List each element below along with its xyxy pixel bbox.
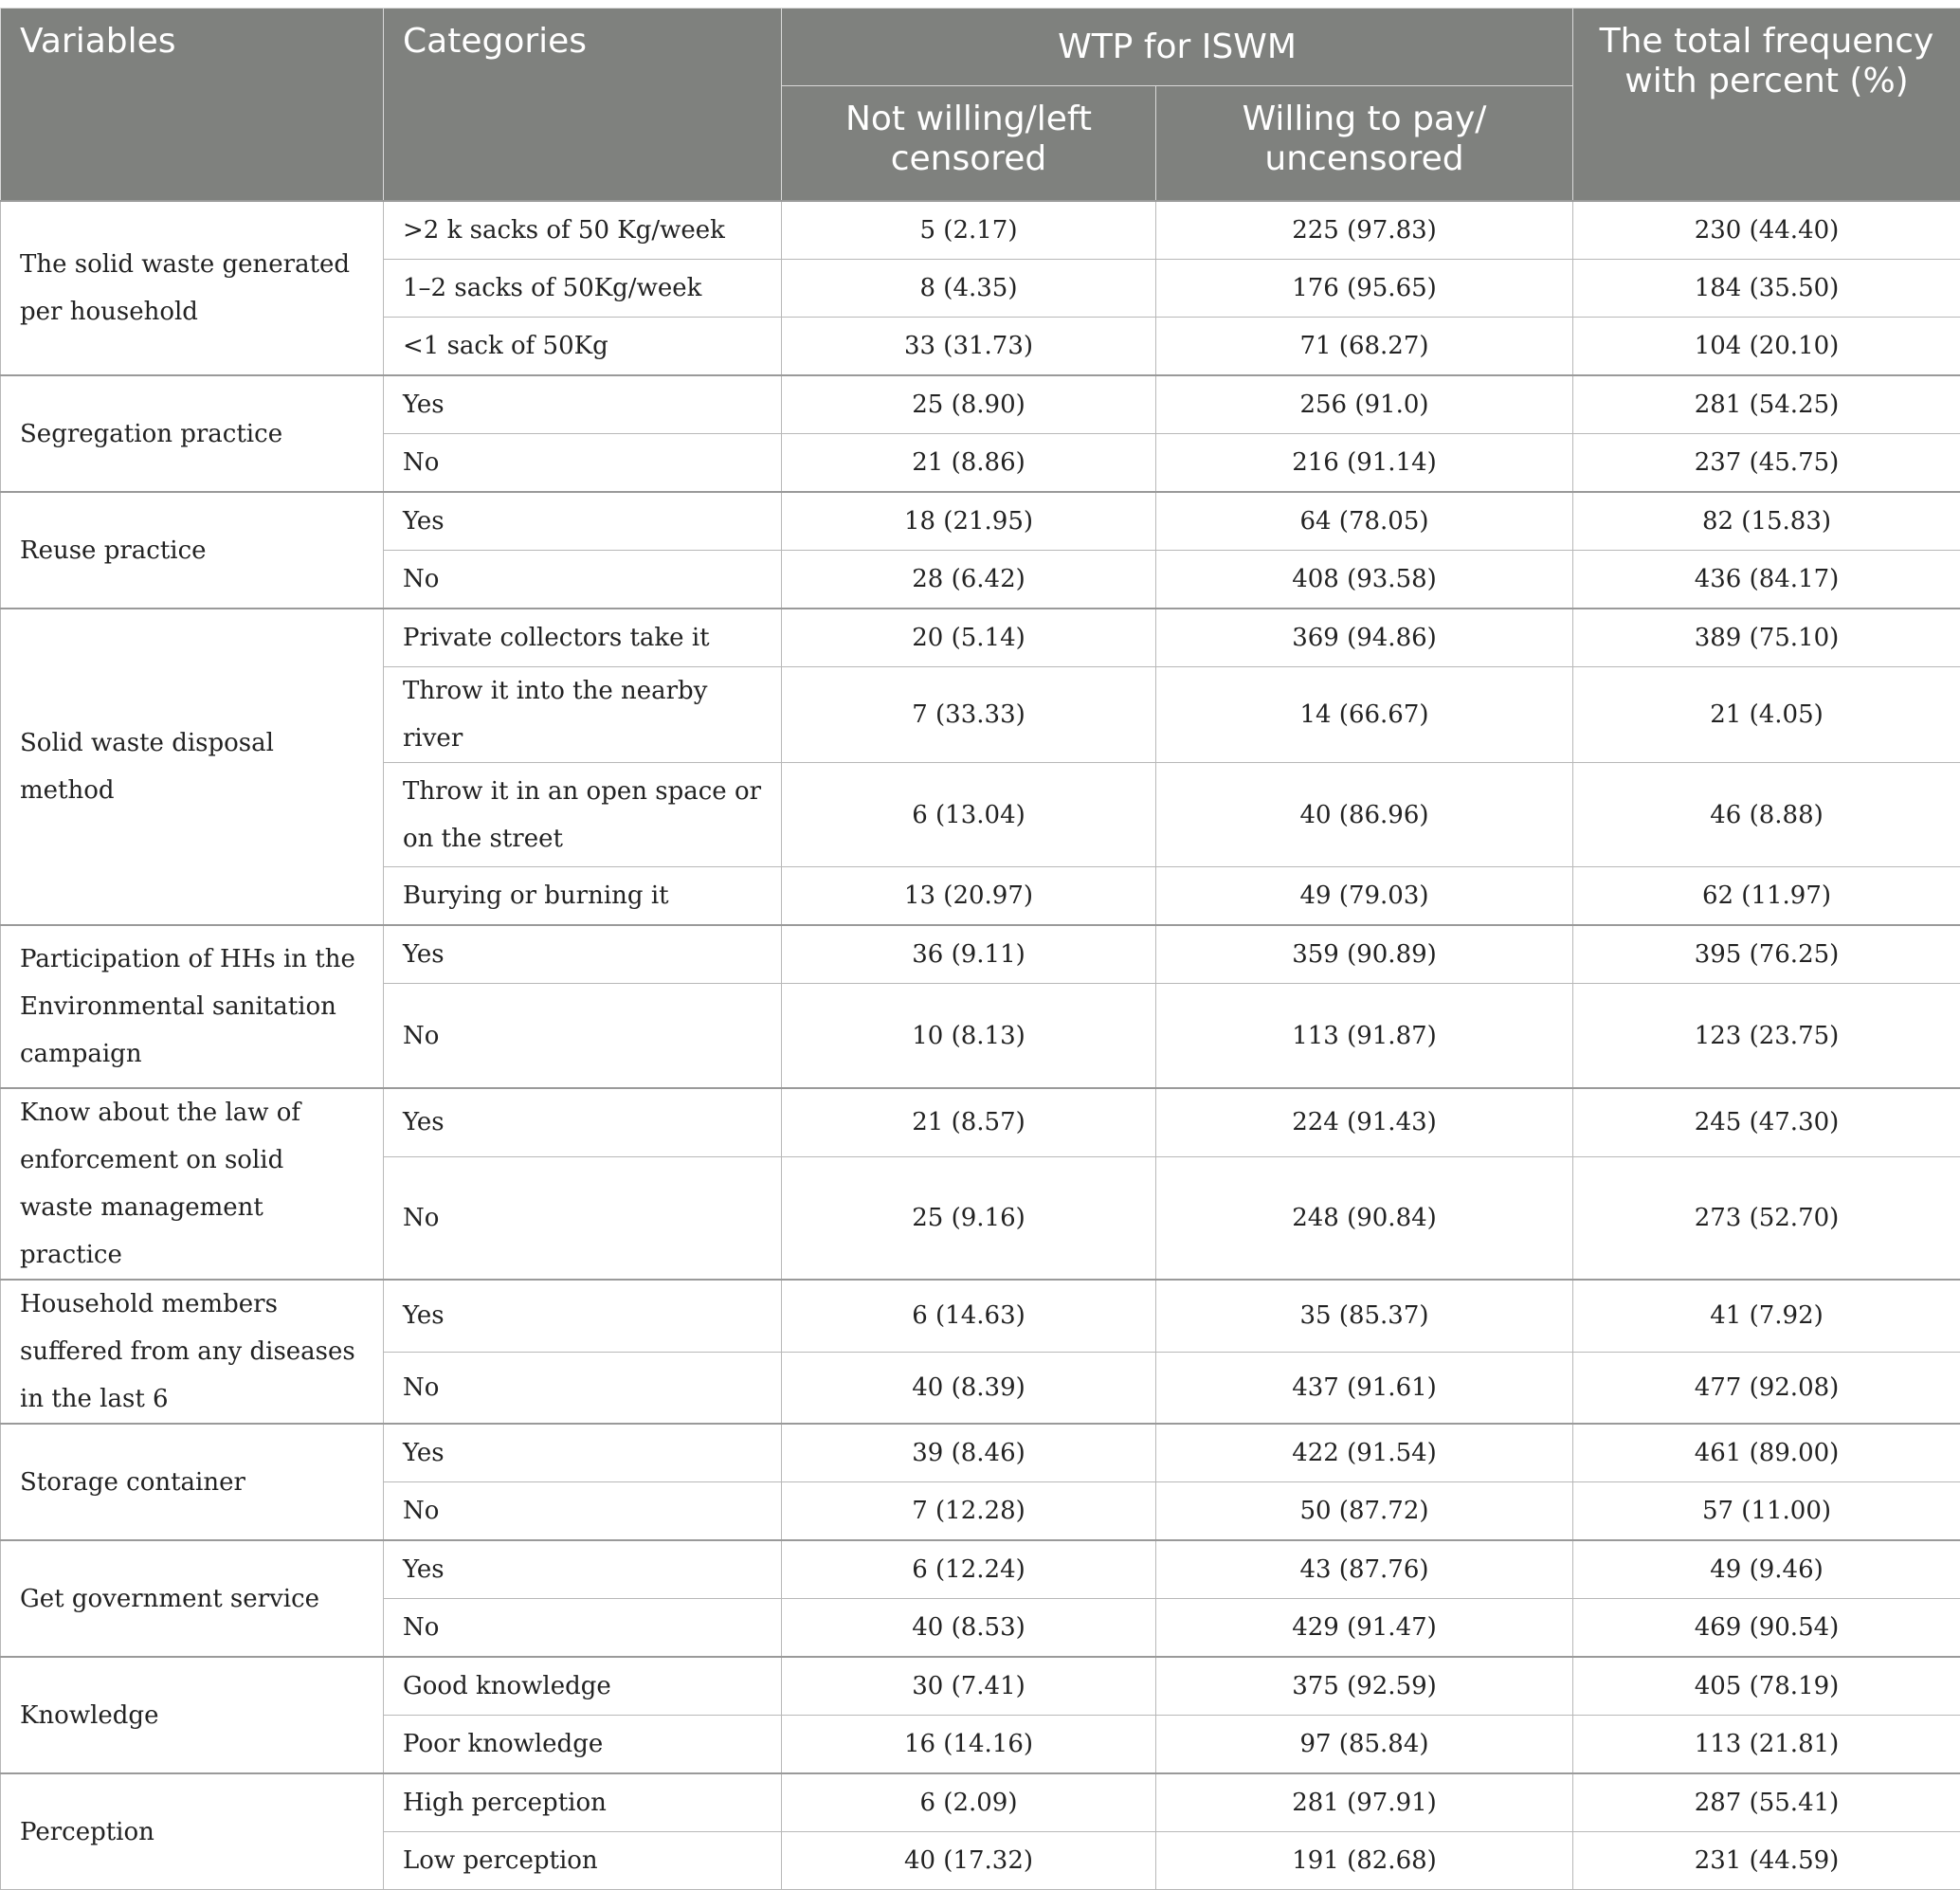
- total-cell: 230 (44.40): [1573, 201, 1960, 260]
- willing-cell: 64 (78.05): [1156, 492, 1573, 551]
- willing-cell: 14 (66.67): [1156, 667, 1573, 763]
- total-cell: 273 (52.70): [1573, 1156, 1960, 1280]
- total-cell: 477 (92.08): [1573, 1352, 1960, 1424]
- table-row: [1, 492, 1960, 551]
- total-cell: 21 (4.05): [1573, 667, 1960, 763]
- category-cell: 1–2 sacks of 50Kg/week: [384, 260, 782, 318]
- total-cell: 436 (84.17): [1573, 551, 1960, 609]
- header-not-willing: Not willing/left censored: [782, 86, 1156, 202]
- variable-cell: The solid waste generated per household: [1, 201, 384, 375]
- total-cell: 287 (55.41): [1573, 1773, 1960, 1832]
- category-cell: Yes: [384, 1424, 782, 1482]
- table-body: [1, 201, 1960, 1890]
- category-cell: No: [384, 551, 782, 609]
- category-cell: Private collectors take it: [384, 609, 782, 667]
- not-willing-cell: 39 (8.46): [782, 1424, 1156, 1482]
- not-willing-cell: 7 (33.33): [782, 667, 1156, 763]
- category-cell: High perception: [384, 1773, 782, 1832]
- total-cell: 41 (7.92): [1573, 1280, 1960, 1352]
- variable-cell: Reuse practice: [1, 492, 384, 609]
- willing-cell: 50 (87.72): [1156, 1482, 1573, 1541]
- not-willing-cell: 33 (31.73): [782, 318, 1156, 376]
- table-row: [1, 1773, 1960, 1832]
- table-header: [1, 9, 1960, 202]
- variable-cell: Perception: [1, 1773, 384, 1890]
- not-willing-cell: 6 (13.04): [782, 763, 1156, 867]
- variable-cell: Segregation practice: [1, 375, 384, 492]
- table-row: [1, 925, 1960, 984]
- total-cell: 49 (9.46): [1573, 1540, 1960, 1599]
- category-cell: No: [384, 1352, 782, 1424]
- willing-cell: 437 (91.61): [1156, 1352, 1573, 1424]
- category-cell: Throw it in an open space or on the street: [384, 763, 782, 867]
- table-row: [1, 1088, 1960, 1156]
- willing-cell: 191 (82.68): [1156, 1832, 1573, 1890]
- not-willing-cell: 40 (8.53): [782, 1599, 1156, 1658]
- willing-cell: 43 (87.76): [1156, 1540, 1573, 1599]
- table-container: [0, 8, 1960, 1890]
- category-cell: Low perception: [384, 1832, 782, 1890]
- willing-cell: 281 (97.91): [1156, 1773, 1573, 1832]
- willing-cell: 216 (91.14): [1156, 434, 1573, 493]
- category-cell: Yes: [384, 375, 782, 434]
- not-willing-cell: 21 (8.57): [782, 1088, 1156, 1156]
- total-cell: 123 (23.75): [1573, 984, 1960, 1089]
- not-willing-cell: 13 (20.97): [782, 867, 1156, 926]
- total-cell: 113 (21.81): [1573, 1716, 1960, 1774]
- variable-cell: Knowledge: [1, 1657, 384, 1773]
- total-cell: 57 (11.00): [1573, 1482, 1960, 1541]
- total-cell: 405 (78.19): [1573, 1657, 1960, 1716]
- table-row: [1, 1540, 1960, 1599]
- not-willing-cell: 18 (21.95): [782, 492, 1156, 551]
- willing-cell: 113 (91.87): [1156, 984, 1573, 1089]
- total-cell: 469 (90.54): [1573, 1599, 1960, 1658]
- not-willing-cell: 8 (4.35): [782, 260, 1156, 318]
- header-wtp: WTP for ISWM: [782, 9, 1573, 86]
- not-willing-cell: 6 (12.24): [782, 1540, 1156, 1599]
- category-cell: Burying or burning it: [384, 867, 782, 926]
- willing-cell: 429 (91.47): [1156, 1599, 1573, 1658]
- not-willing-cell: 21 (8.86): [782, 434, 1156, 493]
- total-cell: 245 (47.30): [1573, 1088, 1960, 1156]
- willing-cell: 369 (94.86): [1156, 609, 1573, 667]
- header-categories: Categories: [384, 9, 782, 202]
- willing-cell: 375 (92.59): [1156, 1657, 1573, 1716]
- total-cell: 461 (89.00): [1573, 1424, 1960, 1482]
- not-willing-cell: 7 (12.28): [782, 1482, 1156, 1541]
- total-cell: 395 (76.25): [1573, 925, 1960, 984]
- not-willing-cell: 40 (8.39): [782, 1352, 1156, 1424]
- category-cell: Yes: [384, 1540, 782, 1599]
- willing-cell: 408 (93.58): [1156, 551, 1573, 609]
- wtp-table: [0, 8, 1960, 1890]
- not-willing-cell: 6 (14.63): [782, 1280, 1156, 1352]
- total-cell: 237 (45.75): [1573, 434, 1960, 493]
- category-cell: No: [384, 434, 782, 493]
- total-cell: 231 (44.59): [1573, 1832, 1960, 1890]
- table-row: [1, 201, 1960, 260]
- total-cell: 184 (35.50): [1573, 260, 1960, 318]
- willing-cell: 35 (85.37): [1156, 1280, 1573, 1352]
- variable-cell: Participation of HHs in the Environmental sanitation campaign: [1, 925, 384, 1088]
- category-cell: Yes: [384, 1280, 782, 1352]
- not-willing-cell: 10 (8.13): [782, 984, 1156, 1089]
- total-cell: 389 (75.10): [1573, 609, 1960, 667]
- category-cell: Yes: [384, 1088, 782, 1156]
- total-cell: 104 (20.10): [1573, 318, 1960, 376]
- not-willing-cell: 36 (9.11): [782, 925, 1156, 984]
- variable-cell: Know about the law of enforcement on solid waste management practice: [1, 1088, 384, 1280]
- variable-cell: Storage container: [1, 1424, 384, 1540]
- not-willing-cell: 6 (2.09): [782, 1773, 1156, 1832]
- not-willing-cell: 28 (6.42): [782, 551, 1156, 609]
- willing-cell: 422 (91.54): [1156, 1424, 1573, 1482]
- category-cell: No: [384, 1599, 782, 1658]
- willing-cell: 225 (97.83): [1156, 201, 1573, 260]
- willing-cell: 248 (90.84): [1156, 1156, 1573, 1280]
- not-willing-cell: 25 (9.16): [782, 1156, 1156, 1280]
- category-cell: Yes: [384, 492, 782, 551]
- category-cell: No: [384, 1482, 782, 1541]
- willing-cell: 71 (68.27): [1156, 318, 1573, 376]
- category-cell: >2 k sacks of 50 Kg/week: [384, 201, 782, 260]
- table-row: [1, 1424, 1960, 1482]
- category-cell: <1 sack of 50Kg: [384, 318, 782, 376]
- not-willing-cell: 30 (7.41): [782, 1657, 1156, 1716]
- category-cell: Throw it into the nearby river: [384, 667, 782, 763]
- willing-cell: 97 (85.84): [1156, 1716, 1573, 1774]
- category-cell: No: [384, 984, 782, 1089]
- table-row: [1, 609, 1960, 667]
- table-row: [1, 375, 1960, 434]
- willing-cell: 224 (91.43): [1156, 1088, 1573, 1156]
- category-cell: Poor knowledge: [384, 1716, 782, 1774]
- variable-cell: Get government service: [1, 1540, 384, 1657]
- willing-cell: 176 (95.65): [1156, 260, 1573, 318]
- willing-cell: 40 (86.96): [1156, 763, 1573, 867]
- variable-cell: Household members suffered from any diseases in the last 6: [1, 1280, 384, 1424]
- not-willing-cell: 5 (2.17): [782, 201, 1156, 260]
- variable-cell: Solid waste disposal method: [1, 609, 384, 925]
- willing-cell: 49 (79.03): [1156, 867, 1573, 926]
- header-variables: Variables: [1, 9, 384, 202]
- total-cell: 62 (11.97): [1573, 867, 1960, 926]
- total-cell: 82 (15.83): [1573, 492, 1960, 551]
- category-cell: Yes: [384, 925, 782, 984]
- not-willing-cell: 25 (8.90): [782, 375, 1156, 434]
- category-cell: Good knowledge: [384, 1657, 782, 1716]
- not-willing-cell: 16 (14.16): [782, 1716, 1156, 1774]
- header-total: The total frequency with percent (%): [1573, 9, 1960, 202]
- not-willing-cell: 20 (5.14): [782, 609, 1156, 667]
- header-willing: Willing to pay/ uncensored: [1156, 86, 1573, 202]
- total-cell: 281 (54.25): [1573, 375, 1960, 434]
- category-cell: No: [384, 1156, 782, 1280]
- willing-cell: 256 (91.0): [1156, 375, 1573, 434]
- table-row: [1, 1657, 1960, 1716]
- table-row: [1, 1280, 1960, 1352]
- not-willing-cell: 40 (17.32): [782, 1832, 1156, 1890]
- total-cell: 46 (8.88): [1573, 763, 1960, 867]
- willing-cell: 359 (90.89): [1156, 925, 1573, 984]
